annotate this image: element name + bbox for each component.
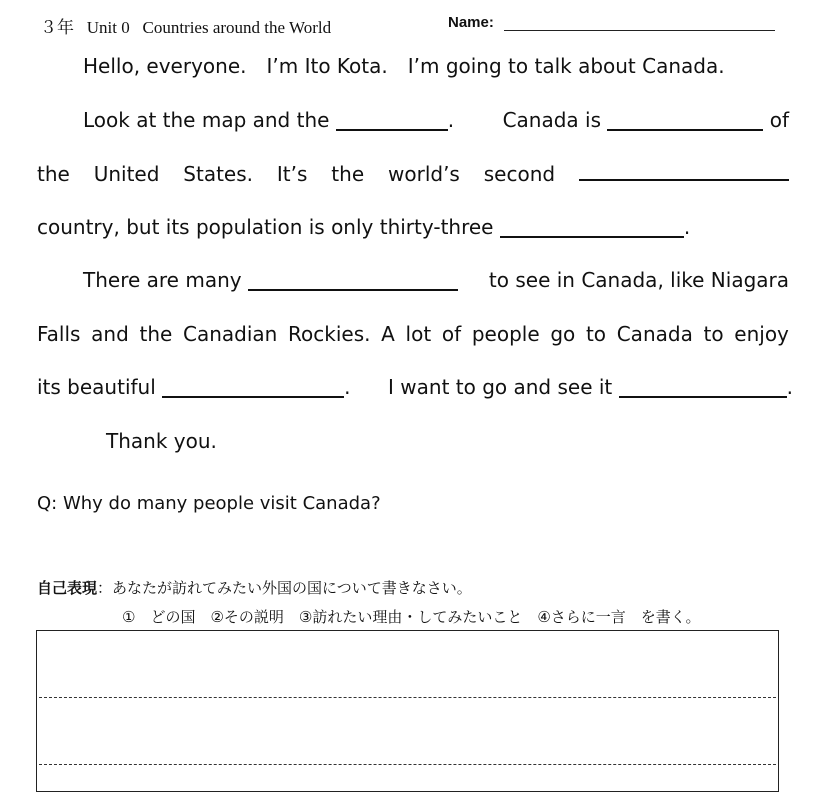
line-3-word: second xyxy=(483,162,556,186)
passage-line-2 xyxy=(37,105,789,135)
line-2-text-a: Look at the map and the xyxy=(83,108,330,132)
line-6-word: to xyxy=(703,322,724,346)
line-5-text-b: to see in Canada, like Niagara xyxy=(488,268,789,292)
line-7-text-c: I want to go and see it xyxy=(388,375,613,399)
blank-2[interactable] xyxy=(607,109,763,131)
unit-label: Unit 0 xyxy=(86,18,130,37)
self-expression-steps: ① どの国 ②その説明 ③訪れたい理由・してみたいこと ④さらに一言 を書く。 xyxy=(122,608,701,626)
line-6-word: to xyxy=(585,322,607,346)
line-7-text-a: its beautiful xyxy=(37,375,156,399)
blank-4[interactable] xyxy=(500,216,684,238)
self-expression-instruction xyxy=(37,577,472,598)
line-6-word: enjoy xyxy=(734,322,789,346)
line-3-word: the xyxy=(37,162,70,186)
line-6-word: people xyxy=(471,322,540,346)
worksheet-header xyxy=(40,13,331,38)
line-3-word: world’s xyxy=(388,162,460,186)
line-6-word: and xyxy=(91,322,129,346)
blank-3[interactable] xyxy=(579,159,789,181)
name-label: Name: xyxy=(448,14,494,31)
line-6-word: Canada xyxy=(616,322,693,346)
line-7-right xyxy=(388,372,793,402)
blank-1[interactable] xyxy=(336,109,448,131)
line-6-word: of xyxy=(441,322,462,346)
line-3-word: the xyxy=(331,162,365,186)
passage-line-6 xyxy=(37,319,789,349)
line-2-period: . xyxy=(447,108,455,132)
line-5-left xyxy=(37,265,458,295)
line-6-word: A xyxy=(381,322,395,346)
line-6-word: Falls xyxy=(37,322,81,346)
line-3-word: United xyxy=(93,162,160,186)
line-6-word: the xyxy=(139,322,173,346)
line-6-word: lot xyxy=(405,322,432,346)
line-3-word: It’s xyxy=(276,162,308,186)
line-2-left xyxy=(37,105,454,135)
writing-area[interactable] xyxy=(36,630,779,792)
line-3-word: States. xyxy=(183,162,254,186)
comprehension-question: Q: Why do many people visit Canada? xyxy=(37,493,381,514)
line-7-period-1: . xyxy=(344,375,351,399)
line-2-right xyxy=(503,105,789,135)
line-2-text-d: of xyxy=(769,108,789,132)
passage-closing xyxy=(37,426,789,456)
passage-line-3 xyxy=(37,159,789,189)
line-7-left xyxy=(37,372,351,402)
closing-text: Thank you. xyxy=(106,429,217,453)
name-field-line[interactable] xyxy=(504,30,775,31)
line-5-text-a: There are many xyxy=(83,268,242,292)
passage-line-1-text: Hello, everyone. I’m Ito Kota. I’m going to talk about Canada. xyxy=(83,54,725,78)
line-2-text-c: Canada is xyxy=(502,108,601,132)
blank-6[interactable] xyxy=(162,376,344,398)
passage-line-1 xyxy=(37,51,818,81)
self-expression-label: 自己表現 xyxy=(37,579,98,597)
passage-line-5 xyxy=(37,265,789,295)
writing-guide-line xyxy=(39,764,776,765)
blank-5[interactable] xyxy=(248,269,458,291)
passage-line-4 xyxy=(37,212,789,242)
line-7-period-2: . xyxy=(786,375,793,399)
blank-7[interactable] xyxy=(619,376,787,398)
line-6-word: Rockies. xyxy=(288,322,371,346)
passage-line-7 xyxy=(37,372,793,402)
worksheet-title: Countries around the World xyxy=(142,18,332,37)
grade-label: ３年 xyxy=(40,18,74,37)
writing-guide-line xyxy=(39,697,776,698)
line-6-word: Canadian xyxy=(183,322,278,346)
line-4-text: country, but its population is only thirty-three xyxy=(37,215,494,239)
self-expression-text: ：あなたが訪れてみたい外国の国について書きなさい。 xyxy=(97,579,472,597)
line-4-period: . xyxy=(683,215,691,239)
line-6-word: go xyxy=(550,322,576,346)
